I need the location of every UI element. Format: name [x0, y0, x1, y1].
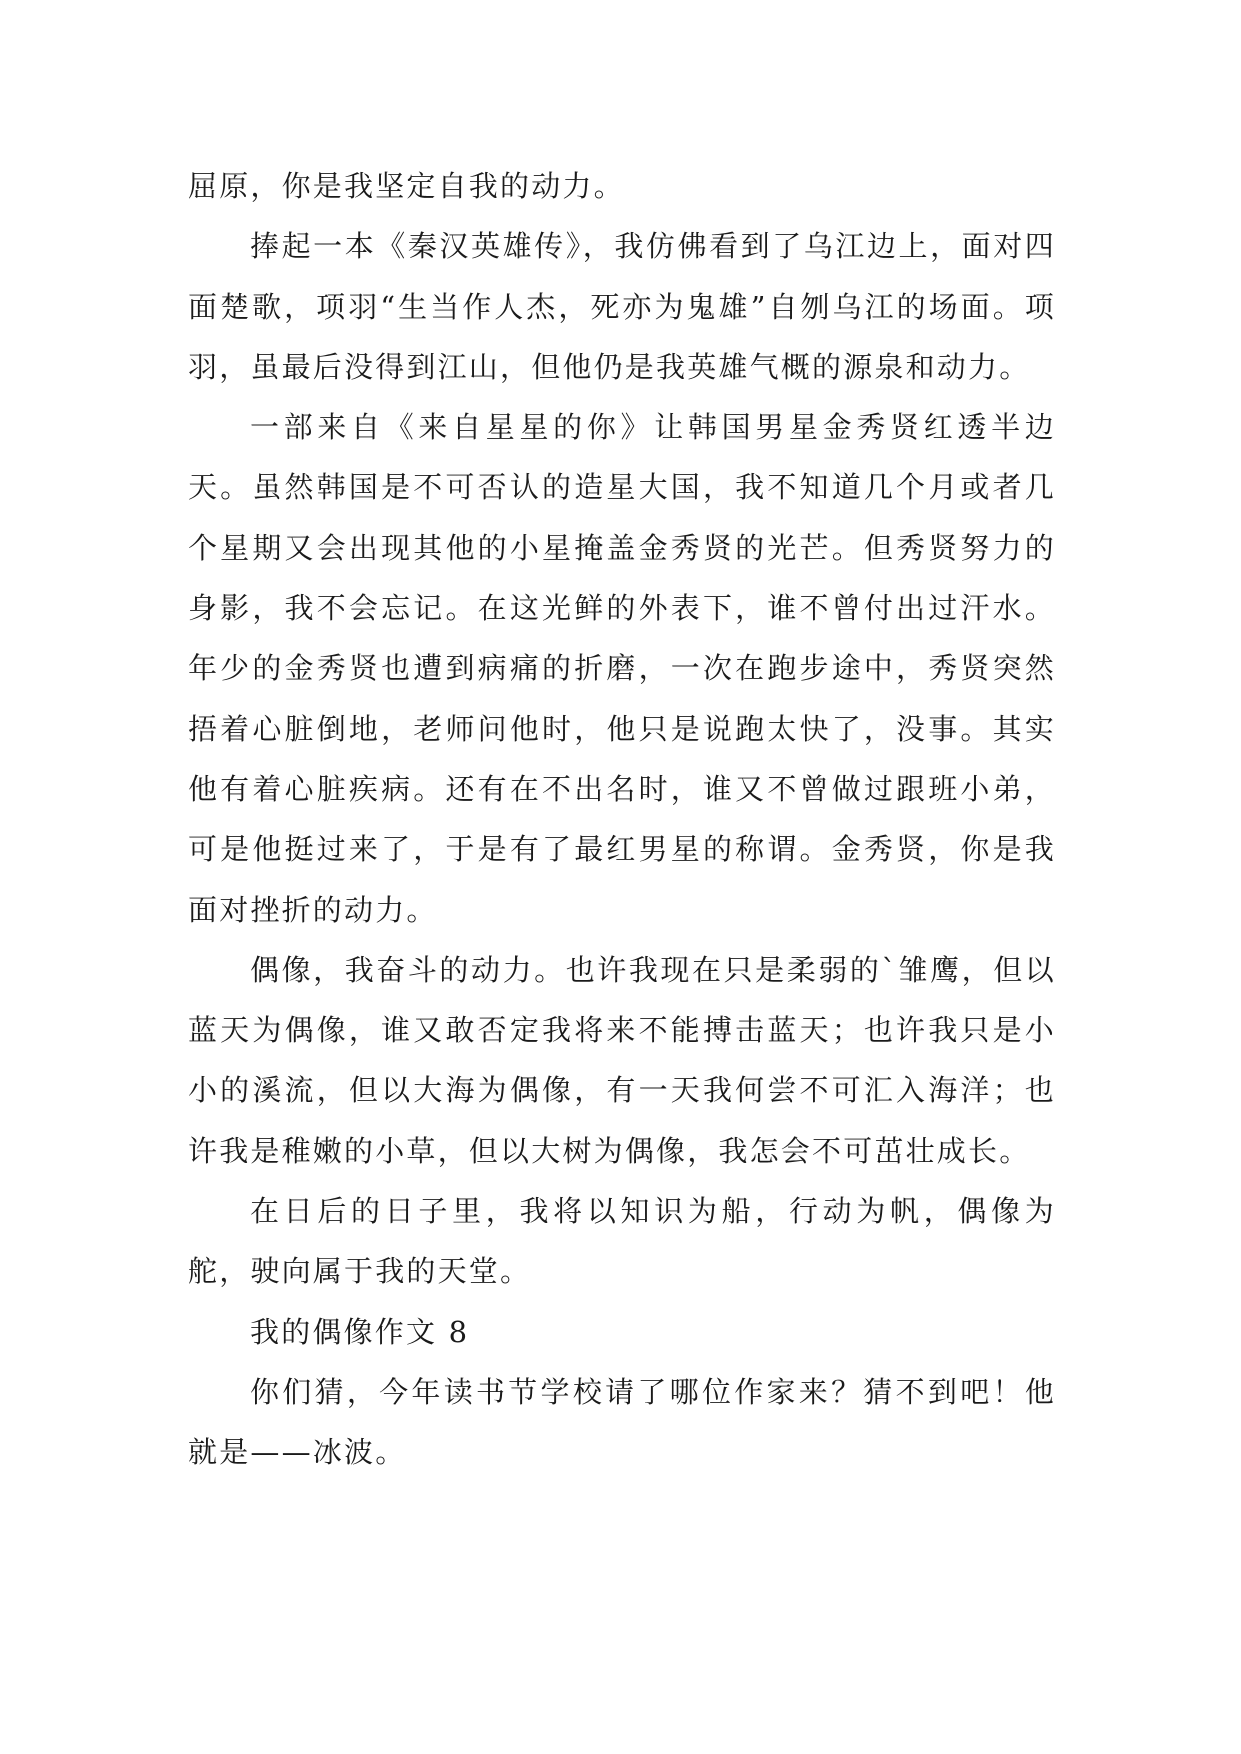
paragraph-1: 屈原，你是我坚定自我的动力。 [188, 169, 625, 203]
paragraph-4: 偶像，我奋斗的动力。也许我现在只是柔弱的`雏鹰，但以蓝天为偶像，谁又敢否定我将来不能搏击蓝天；也许我只是小小的溪流，但以大海为偶像，有一天我何尝不可汇入海洋；也许我是稚嫩的小草，但以大树为偶像，我怎会不可茁壮成长。 [188, 952, 1056, 1168]
paragraph-7: 你们猜，今年读书节学校请了哪位作家来？猜不到吧！他就是——冰波。 [188, 1374, 1056, 1470]
paragraph-5: 在日后的日子里，我将以知识为船，行动为帆，偶像为舵，驶向属于我的天堂。 [188, 1194, 1056, 1289]
paragraph-2: 捧起一本《秦汉英雄传》，我仿佛看到了乌江边上，面对四面楚歌，项羽“生当作人杰，死亦为鬼雄”自刎乌江的场面。项羽，虽最后没得到江山，但他仍是我英雄气概的源泉和动力。 [188, 229, 1056, 384]
document-body [188, 156, 1056, 1483]
section-heading: 我的偶像作文 8 [250, 1314, 470, 1349]
paragraph-3: 一部来自《来自星星的你》让韩国男星金秀贤红透半边天。虽然韩国是不可否认的造星大国，我不知道几个月或者几个星期又会出现其他的小星掩盖金秀贤的光芒。但秀贤努力的身影，我不会忘记。在这光鲜的外表下，谁不曾付出过汗水。年少的金秀贤也遭到病痛的折磨，一次在跑步途中，秀贤突然捂着心脏倒地，老师问他时，他只是说跑太快了，没事。其实他有着心脏疾病。还有在不出名时，谁又不曾做过跟班小弟，可是他挺过来了，于是有了最红男星的称谓。金秀贤，你是我面对挫折的动力。 [188, 410, 1056, 927]
